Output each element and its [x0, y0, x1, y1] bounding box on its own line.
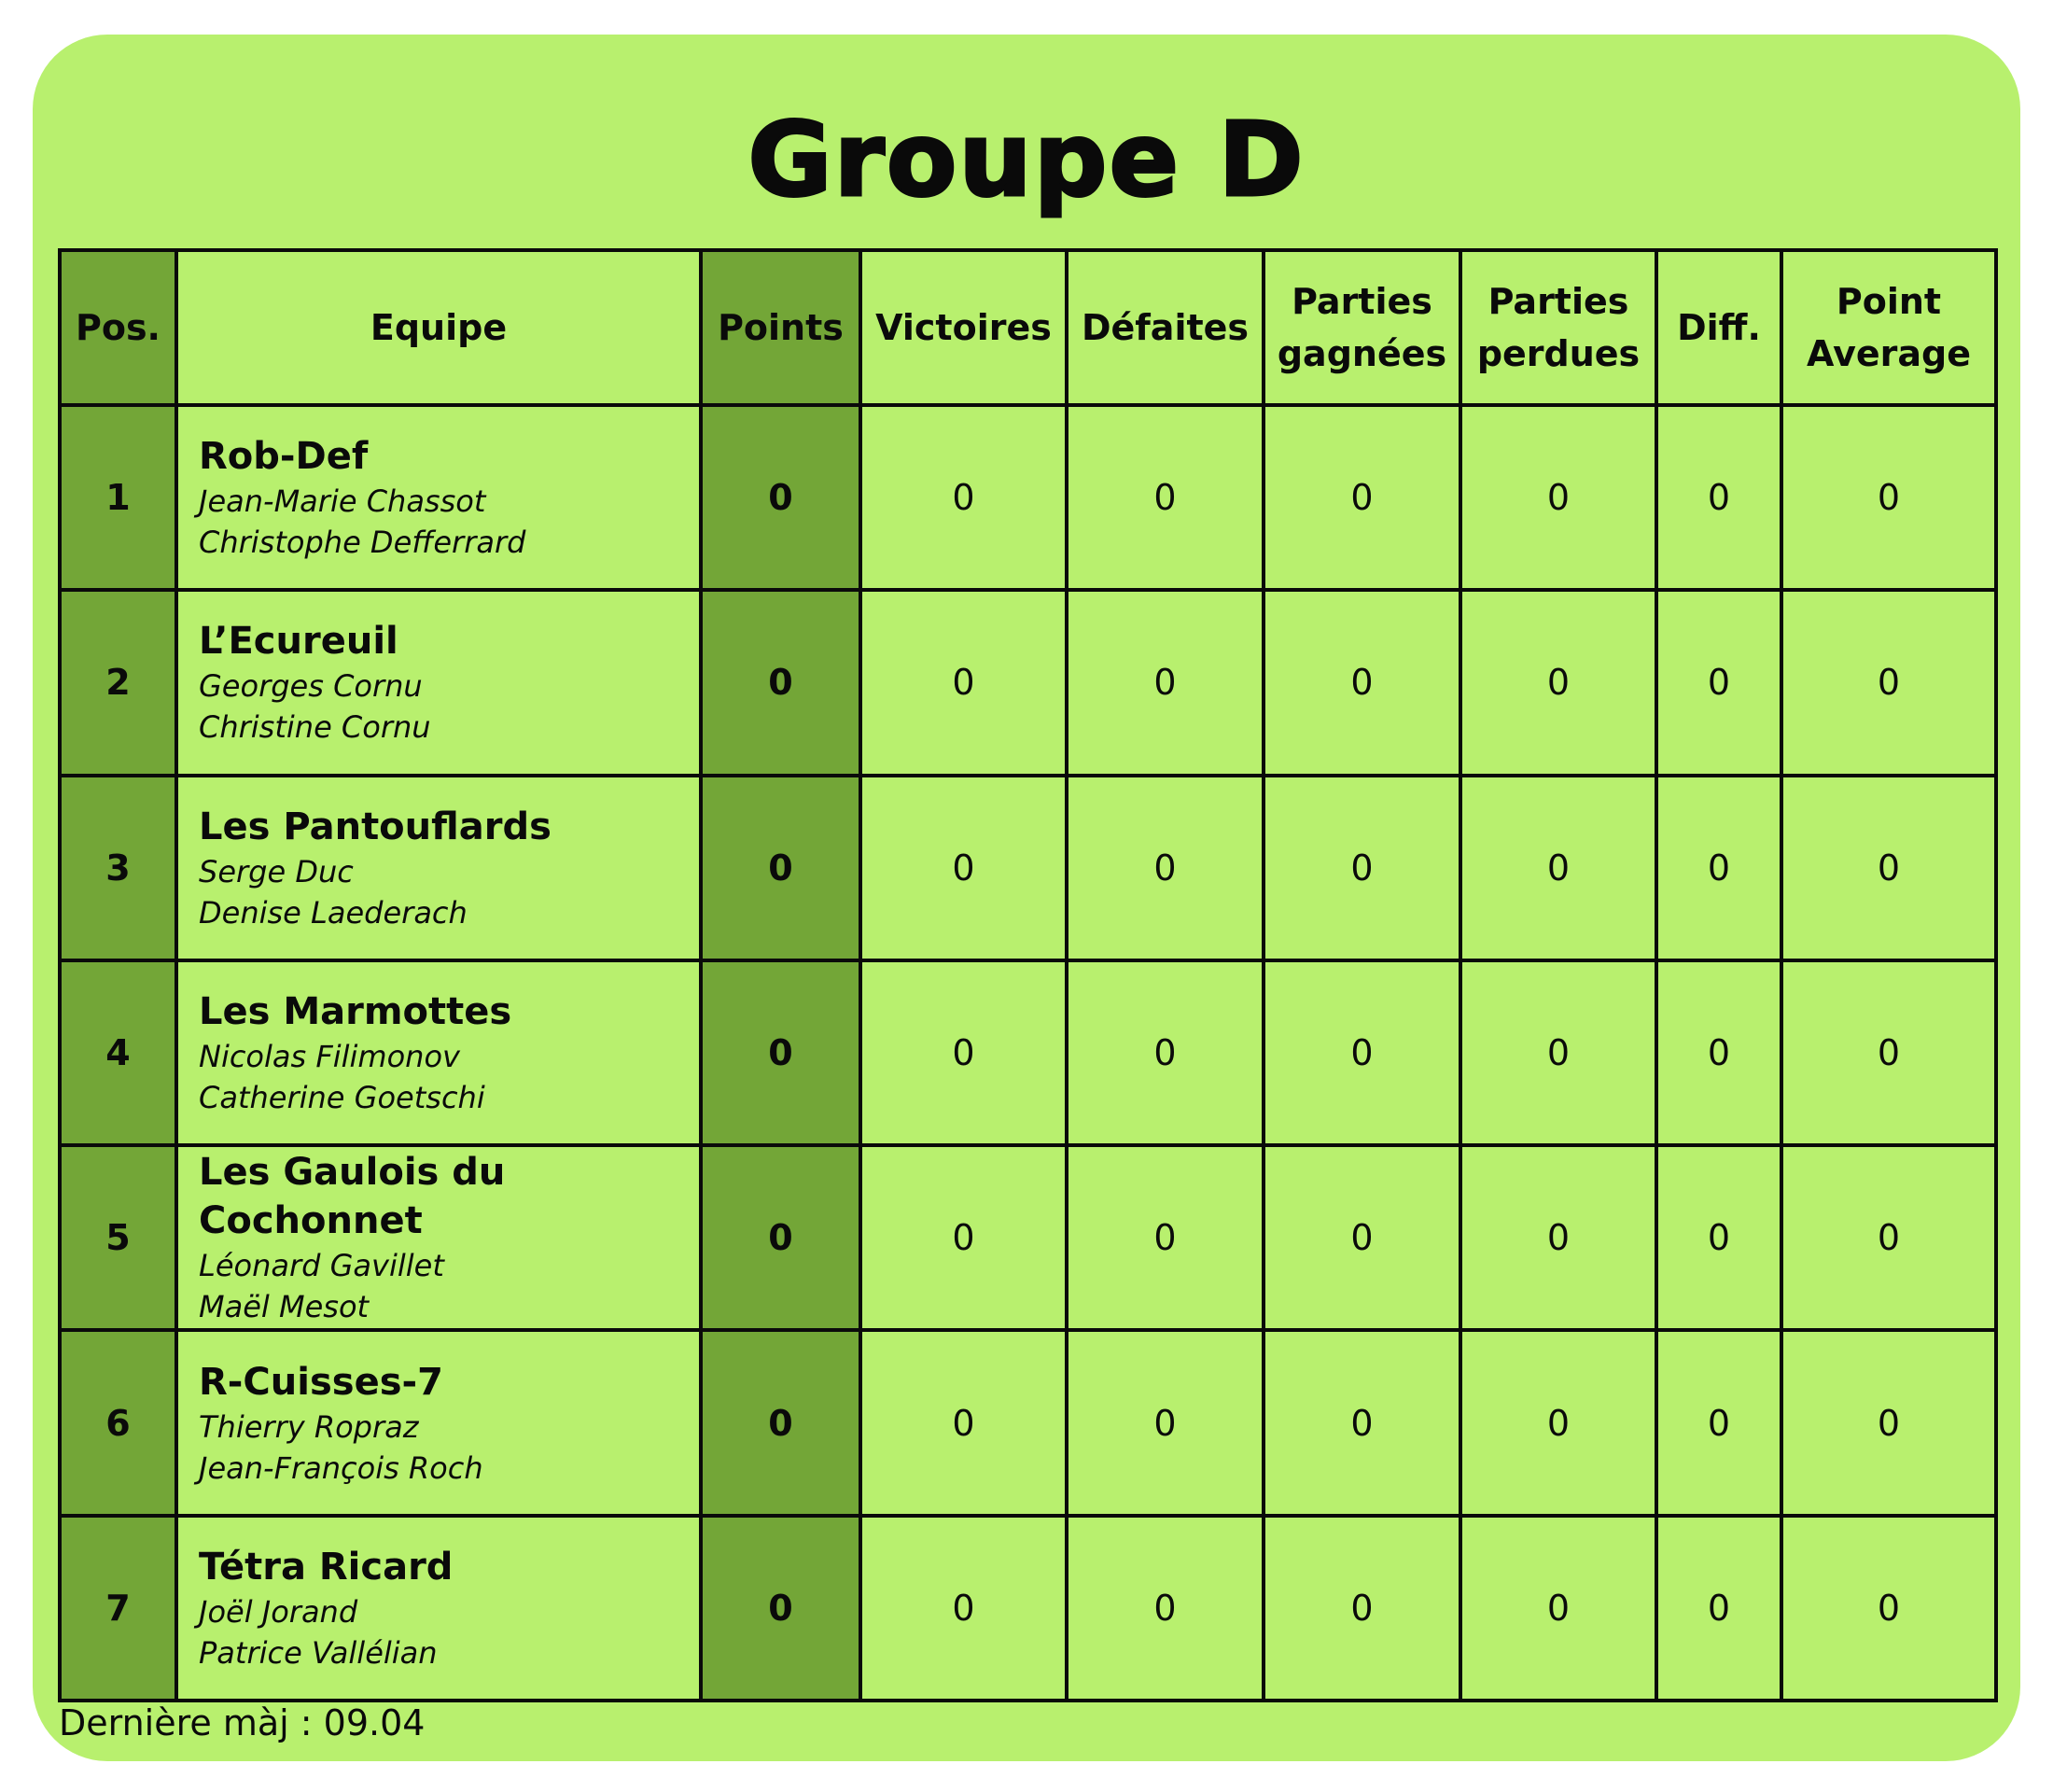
- cell-wins: 0: [860, 776, 1067, 960]
- team-name: Les Pantouflards: [199, 805, 552, 848]
- team-player: Christine Cornu: [199, 709, 431, 746]
- cell-pos: 6: [60, 1330, 176, 1515]
- cell-point-average: 0: [1781, 960, 1996, 1145]
- cell-points: 0: [701, 1330, 860, 1515]
- cell-diff: 0: [1656, 960, 1781, 1145]
- cell-point-average: 0: [1781, 405, 1996, 590]
- team-player: Jean-Marie Chassot: [199, 483, 486, 520]
- cell-team: [176, 1145, 701, 1330]
- table-row: [60, 960, 1996, 1145]
- cell-diff: 0: [1656, 776, 1781, 960]
- cell-games-won: 0: [1264, 590, 1460, 775]
- cell-wins: 0: [860, 960, 1067, 1145]
- team-name: L’Ecureuil: [199, 620, 398, 664]
- cell-wins: 0: [860, 1516, 1067, 1701]
- cell-point-average: 0: [1781, 1516, 1996, 1701]
- last-update-note: Dernière màj : 09.04: [59, 1702, 426, 1743]
- cell-games-won: 0: [1264, 1516, 1460, 1701]
- cell-pos: 2: [60, 590, 176, 775]
- team-name: Rob-Def: [199, 435, 369, 479]
- team-player: Catherine Goetschi: [199, 1079, 485, 1115]
- cell-games-lost: 0: [1460, 405, 1656, 590]
- cell-team: [176, 1516, 701, 1701]
- header-games-lost-line1: Parties: [1487, 281, 1629, 322]
- team-player: Serge Duc: [199, 853, 354, 889]
- cell-games-won: 0: [1264, 776, 1460, 960]
- team-player: Georges Cornu: [199, 668, 423, 705]
- cell-points: 0: [701, 776, 860, 960]
- page-title: Groupe D: [747, 100, 1306, 219]
- cell-point-average: 0: [1781, 1330, 1996, 1515]
- cell-team: [176, 405, 701, 590]
- table-row: [60, 776, 1996, 960]
- standings-table: [58, 248, 1998, 1702]
- cell-pos: 7: [60, 1516, 176, 1701]
- header-diff: Diff.: [1656, 250, 1781, 405]
- cell-diff: 0: [1656, 590, 1781, 775]
- cell-pos: 5: [60, 1145, 176, 1330]
- header-point-average-line2: Average: [1807, 333, 1971, 374]
- team-name: Les Gaulois du Cochonnet: [199, 1151, 506, 1243]
- team-player: Joël Jorand: [199, 1593, 358, 1630]
- header-points: Points: [701, 250, 860, 405]
- team-player: Léonard Gavillet: [199, 1248, 444, 1284]
- cell-points: 0: [701, 405, 860, 590]
- cell-games-lost: 0: [1460, 1145, 1656, 1330]
- cell-wins: 0: [860, 405, 1067, 590]
- cell-losses: 0: [1067, 960, 1264, 1145]
- team-player: Christophe Defferrard: [199, 525, 526, 561]
- cell-games-lost: 0: [1460, 590, 1656, 775]
- team-player: Maël Mesot: [199, 1289, 370, 1325]
- cell-games-lost: 0: [1460, 960, 1656, 1145]
- cell-point-average: 0: [1781, 1145, 1996, 1330]
- cell-diff: 0: [1656, 1145, 1781, 1330]
- header-games-won-line1: Parties: [1292, 281, 1432, 322]
- cell-diff: 0: [1656, 1516, 1781, 1701]
- cell-games-lost: 0: [1460, 776, 1656, 960]
- cell-pos: 3: [60, 776, 176, 960]
- cell-point-average: 0: [1781, 776, 1996, 960]
- cell-losses: 0: [1067, 776, 1264, 960]
- team-name: Tétra Ricard: [199, 1545, 454, 1589]
- team-player: Jean-François Roch: [199, 1449, 483, 1486]
- header-wins: Victoires: [860, 250, 1067, 405]
- header-point-average: [1781, 250, 1996, 405]
- header-losses: Défaites: [1067, 250, 1264, 405]
- cell-wins: 0: [860, 590, 1067, 775]
- cell-games-won: 0: [1264, 1330, 1460, 1515]
- cell-team: [176, 1330, 701, 1515]
- header-games-lost-line2: perdues: [1476, 333, 1641, 374]
- team-player: Denise Laederach: [199, 894, 468, 931]
- header-games-lost: [1460, 250, 1656, 405]
- team-player: Nicolas Filimonov: [199, 1038, 460, 1074]
- cell-games-won: 0: [1264, 405, 1460, 590]
- header-games-won-line2: gagnées: [1277, 333, 1447, 374]
- team-player: Thierry Ropraz: [199, 1408, 419, 1445]
- team-name: R-Cuisses-7: [199, 1360, 443, 1404]
- cell-diff: 0: [1656, 1330, 1781, 1515]
- cell-games-won: 0: [1264, 960, 1460, 1145]
- team-player: Patrice Vallélian: [199, 1634, 438, 1671]
- table-row: [60, 1330, 1996, 1515]
- cell-losses: 0: [1067, 590, 1264, 775]
- table-row: [60, 1145, 1996, 1330]
- cell-diff: 0: [1656, 405, 1781, 590]
- cell-team: [176, 776, 701, 960]
- cell-point-average: 0: [1781, 590, 1996, 775]
- header-team: Equipe: [176, 250, 701, 405]
- team-name: Les Marmottes: [199, 989, 512, 1033]
- cell-points: 0: [701, 590, 860, 775]
- header-games-won: [1264, 250, 1460, 405]
- cell-wins: 0: [860, 1330, 1067, 1515]
- cell-losses: 0: [1067, 405, 1264, 590]
- header-point-average-line1: Point: [1836, 281, 1942, 322]
- cell-losses: 0: [1067, 1330, 1264, 1515]
- cell-losses: 0: [1067, 1516, 1264, 1701]
- cell-points: 0: [701, 1145, 860, 1330]
- cell-pos: 1: [60, 405, 176, 590]
- table-row: [60, 405, 1996, 590]
- table-row: [60, 1516, 1996, 1701]
- header-pos: Pos.: [60, 250, 176, 405]
- table-row: [60, 590, 1996, 775]
- cell-team: [176, 960, 701, 1145]
- cell-points: 0: [701, 960, 860, 1145]
- header-row: [60, 250, 1996, 405]
- cell-games-lost: 0: [1460, 1330, 1656, 1515]
- cell-points: 0: [701, 1516, 860, 1701]
- cell-games-won: 0: [1264, 1145, 1460, 1330]
- cell-pos: 4: [60, 960, 176, 1145]
- cell-losses: 0: [1067, 1145, 1264, 1330]
- cell-games-lost: 0: [1460, 1516, 1656, 1701]
- cell-team: [176, 590, 701, 775]
- cell-wins: 0: [860, 1145, 1067, 1330]
